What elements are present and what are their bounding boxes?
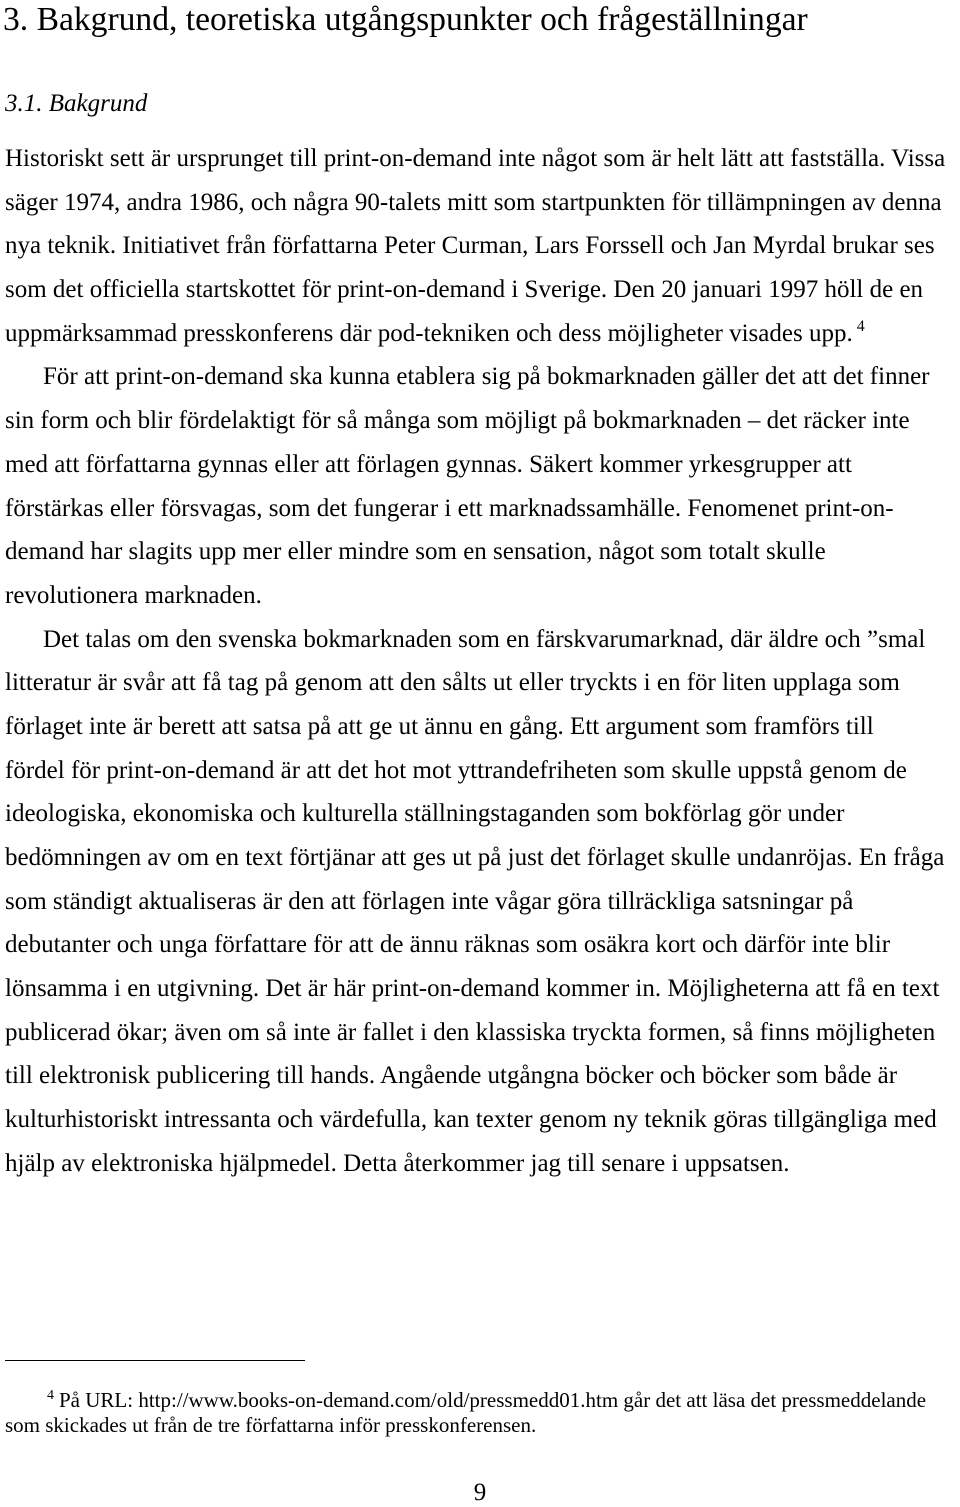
body-text [5, 137, 955, 1186]
body-line: bedömningen av om en text förtjänar att ges ut på just det förlaget skulle undanröjas. En fråga [5, 844, 945, 871]
subsection-heading: 3.1. Bakgrund [5, 90, 148, 117]
paragraph-1 [5, 137, 955, 355]
body-line: nya teknik. Initiativet från författarna Peter Curman, Lars Forssell och Jan Myrdal brukar ses [5, 232, 935, 260]
page-number: 9 [473, 1479, 487, 1506]
footnote-line [5, 1388, 955, 1413]
body-line: Det talas om den svenska bokmarknaden som en färskvarumarknad, där äldre och ”smal [43, 625, 926, 653]
footnote-text: På URL: http://www.books-on-demand.com/old/pressmedd01.htm går det att läsa det pressmeddelande [59, 1388, 927, 1412]
body-line: kulturhistoriskt intressanta och värdefulla, kan texter genom ny teknik göras tillgängliga med [5, 1106, 937, 1134]
body-line: hjälp av elektroniska hjälpmedel. Detta återkommer jag till senare i uppsatsen. [5, 1149, 790, 1177]
body-line: debutanter och unga författare för att de ännu räknas som osäkra kort och därför inte blir [5, 931, 891, 959]
body-line: publicerad ökar; även om så inte är fallet i den klassiska tryckta formen, så finns möjligheten [5, 1018, 936, 1046]
body-line: ideologiska, ekonomiska och kulturella ställningstaganden som bokförlag gör under [5, 800, 845, 828]
footnote-reference: 4 [856, 318, 865, 336]
body-line: till elektronisk publicering till hands. Angående utgångna böcker och böcker som både är [5, 1062, 898, 1090]
body-line [5, 312, 955, 356]
footnote-marker: 4 [47, 1388, 54, 1403]
body-line: För att print-on-demand ska kunna etablera sig på bokmarknaden gäller det att det finner [43, 363, 930, 391]
body-line: fördel för print-on-demand är att det hot mot yttrandefriheten som skulle uppstå genom de [5, 756, 907, 784]
body-line: som ständigt aktualiseras är den att förlagen inte vågar göra tillräckliga satsningar på [5, 887, 854, 915]
paragraph-3 [5, 618, 955, 1186]
body-line-text: uppmärksammad presskonferens där pod-tekniken och dess möjligheter visades upp. [5, 319, 853, 347]
body-line: demand har slagits upp mer eller mindre som en sensation, något som totalt skulle [5, 538, 826, 566]
body-line: litteratur är svår att få tag på genom att den sålts ut eller tryckts i en för liten upplaga som [5, 669, 900, 697]
body-line: förlaget inte är berett att satsa på att ge ut ännu en gång. Ett argument som framförs till [5, 712, 874, 740]
body-line: revolutionera marknaden. [5, 581, 262, 609]
body-line: som det officiella startskottet för print-on-demand i Sverige. Den 20 januari 1997 höll de en [5, 276, 924, 304]
body-line: lönsamma i en utgivning. Det är här print-on-demand kommer in. Möjligheterna att få en text [5, 975, 940, 1003]
paragraph-2 [5, 355, 955, 617]
body-line: sin form och blir fördelaktigt för så många som möjligt på bokmarknaden – det räcker inte [5, 407, 910, 435]
footnote-separator [5, 1360, 305, 1361]
footnote-line: som skickades ut från de tre författarna inför presskonferensen. [5, 1413, 537, 1437]
body-line: säger 1974, andra 1986, och några 90-talets mitt som startpunkten för tillämpningen av denna [5, 188, 942, 216]
footnote [5, 1388, 955, 1438]
body-line: med att författarna gynnas eller att förlagen gynnas. Säkert kommer yrkesgrupper att [5, 450, 852, 478]
body-line: Historiskt sett är ursprunget till print-on-demand inte något som är helt lätt att fastställa. Vissa [5, 145, 946, 172]
section-heading: 3. Bakgrund, teoretiska utgångspunkter och frågeställningar [3, 1, 808, 38]
body-line: förstärkas eller försvagas, som det fungerar i ett marknadssamhälle. Fenomenet print-on- [5, 494, 894, 522]
